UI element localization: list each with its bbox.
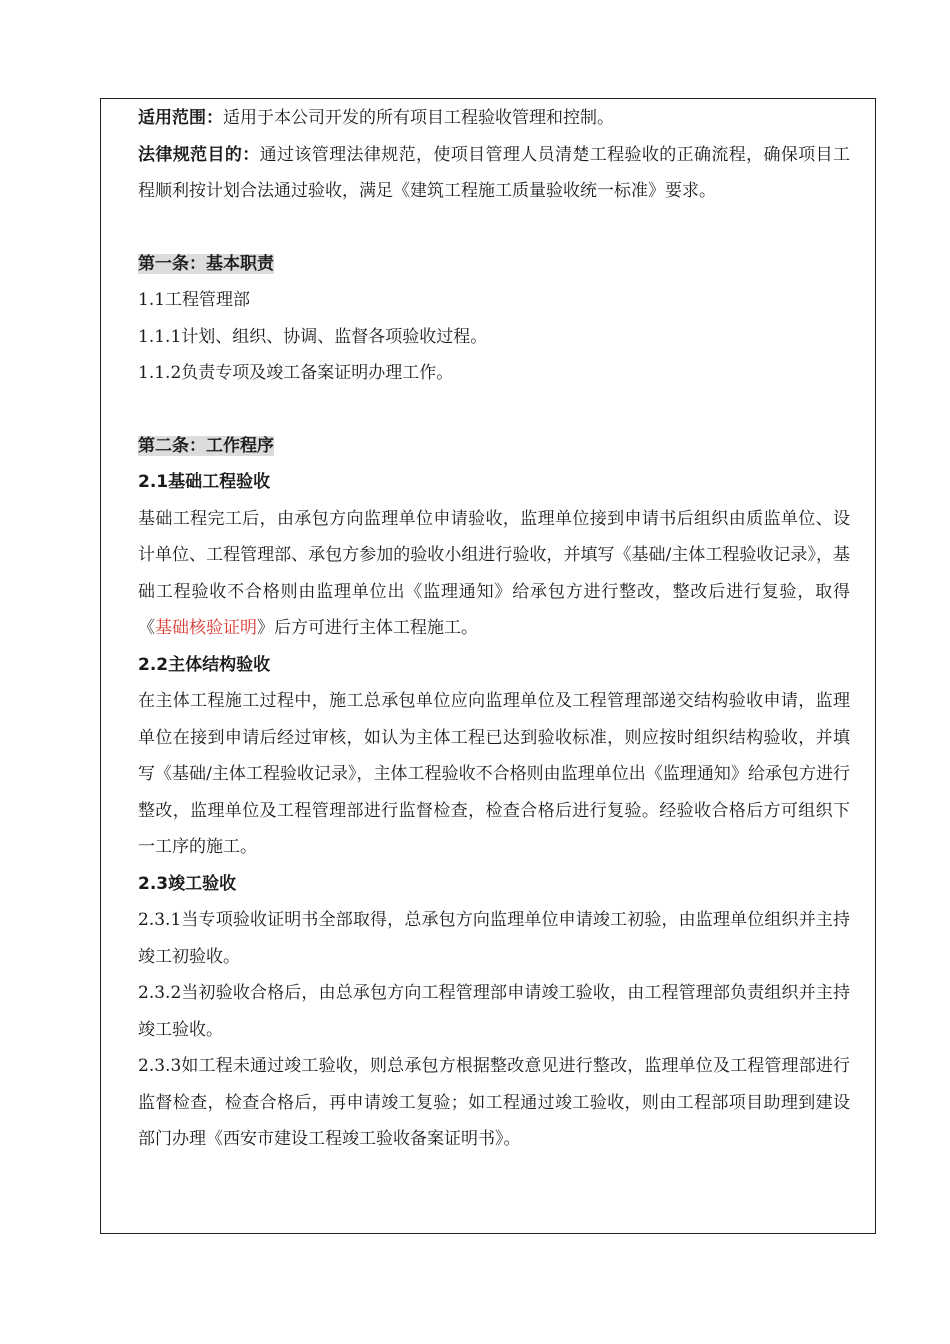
purpose-text: 通过该管理法律规范，使项目管理人员清楚工程验收的正确流程，确保项目工程顺利按计划合法通过验收，满足《建筑工程施工质量验收统一标准》要求。: [138, 144, 850, 201]
section-2-3-item: 2.3.2当初验收合格后，由总承包方向工程管理部申请竣工验收，由工程管理部负责组织并主持竣工验收。: [138, 983, 850, 1040]
section-2-3-item: 2.3.1当专项验收证明书全部取得，总承包方向监理单位申请竣工初验，由监理单位组织并主持竣工初验收。: [138, 910, 850, 967]
purpose-label: 法律规范目的：: [138, 144, 260, 165]
scope-label: 适用范围：: [138, 108, 223, 128]
article1-title: 第一条：基本职责: [138, 253, 274, 274]
article1-item: 1.1工程管理部: [138, 290, 251, 310]
section-2-1-text-after: 》后方可进行主体工程施工。: [257, 618, 478, 638]
section-2-1-highlight: 基础核验证明: [155, 618, 257, 638]
section-2-1-text: [138, 501, 850, 647]
section-2-3-title: 2.3竣工验收: [138, 873, 237, 894]
section-2-1-title: 2.1基础工程验收: [138, 472, 271, 492]
article1-title-line: [138, 246, 850, 283]
section-2-2-text: 在主体工程施工过程中，施工总承包单位应向监理单位及工程管理部递交结构验收申请，监理单位在接到申请后经过审核，如认为主体工程已达到验收标准，则应按时组织结构验收，并填写《基础/主体工程验收记录》，主体工程验收不合格则由监理单位出《监理通知》给承包方进行整改，监理单位及工程管理部进行监督检查，检查合格后进行复验。经验收合格后方可组织下一工序的施工。: [138, 691, 850, 857]
purpose-paragraph: [138, 137, 850, 210]
scope-text: 适用于本公司开发的所有项目工程验收管理和控制。: [223, 108, 614, 128]
article1-item: 1.1.1计划、组织、协调、监督各项验收过程。: [138, 326, 488, 347]
document-body: [138, 100, 850, 1158]
section-2-3-item: 2.3.3如工程未通过竣工验收，则总承包方根据整改意见进行整改，监理单位及工程管理部进行监督检查，检查合格后，再申请竣工复验；如工程通过竣工验收，则由工程部项目助理到建设部门办理《西安市建设工程竣工验收备案证明书》。: [138, 1056, 850, 1149]
section-2-2-title: 2.2主体结构验收: [138, 654, 271, 675]
section-2-1-text-before: 基础工程完工后，由承包方向监理单位申请验收，监理单位接到申请书后组织由质监单位、设计单位、工程管理部、承包方参加的验收小组进行验收，并填写《基础/主体工程验收记录》，基础工程验收不合格则由监理单位出《监理通知》给承包方进行整改，整改后进行复验，取得《: [138, 508, 850, 638]
scope-paragraph: [138, 100, 850, 137]
article2-title: 第二条：工作程序: [138, 435, 274, 456]
article2-title-line: [138, 428, 850, 465]
article1-item: 1.1.2负责专项及竣工备案证明办理工作。: [138, 363, 454, 383]
